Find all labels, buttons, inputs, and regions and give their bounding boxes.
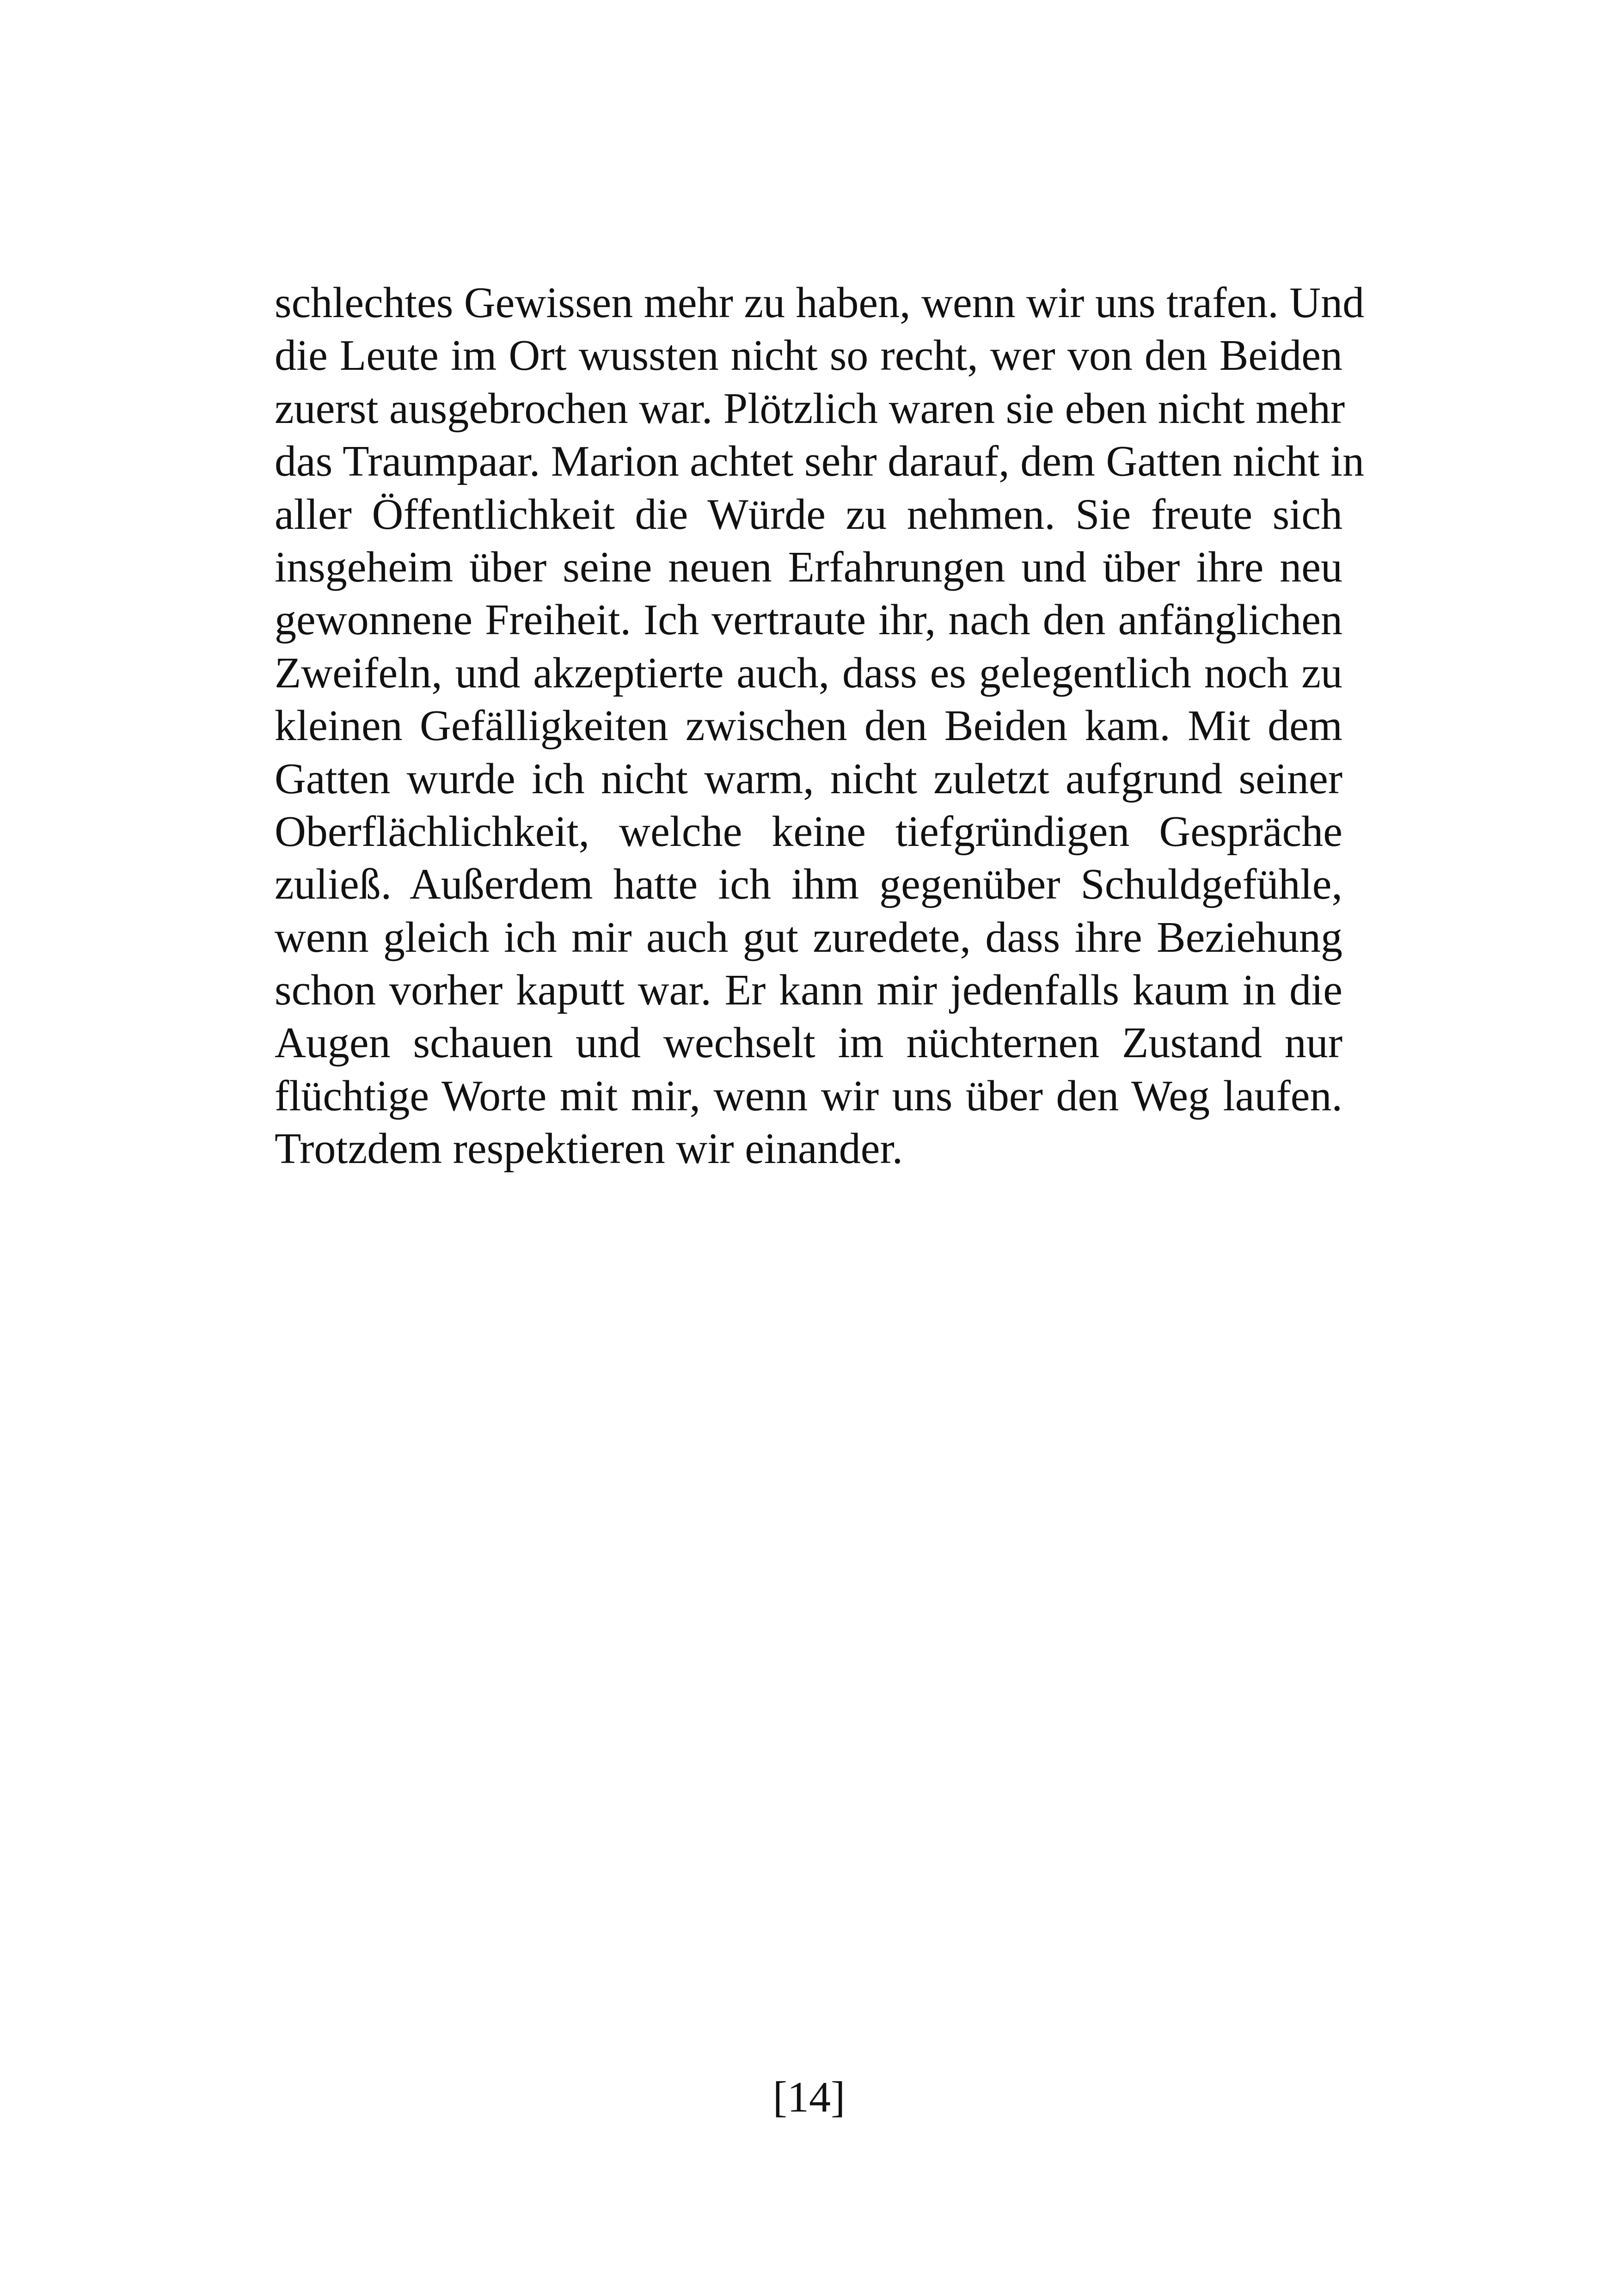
text-line: schon vorher kaputt war. Er kann mir jedenfalls kaum in die	[275, 966, 1342, 1015]
text-line-last: Trotzdem respektieren wir einander.	[275, 1125, 903, 1173]
text-line: schlechtes Gewissen mehr zu haben, wenn wir uns trafen. Und	[275, 279, 1365, 327]
text-line: Zweifeln, und akzeptierte auch, dass es gelegentlich noch zu	[275, 649, 1342, 697]
text-line: insgeheim über seine neuen Erfahrungen und über ihre neu	[275, 543, 1342, 591]
text-line: Oberflächlichkeit, welche keine tiefgründigen Gespräche	[275, 807, 1342, 856]
text-line: das Traumpaar. Marion achtet sehr darauf, dem Gatten nicht in	[275, 437, 1365, 486]
text-line: Augen schauen und wechselt im nüchternen Zustand nur	[275, 1019, 1342, 1067]
text-line: die Leute im Ort wussten nicht so recht, wer von den Beiden	[275, 331, 1342, 380]
body-paragraph	[275, 276, 1365, 1176]
text-line: flüchtige Worte mit mir, wenn wir uns über den Weg laufen.	[275, 1071, 1342, 1120]
text-line: kleinen Gefälligkeiten zwischen den Beiden kam. Mit dem	[275, 702, 1342, 750]
text-line: aller Öffentlichkeit die Würde zu nehmen. Sie freute sich	[275, 490, 1342, 539]
text-line: gewonnene Freiheit. Ich vertraute ihr, nach den anfänglichen	[275, 596, 1342, 644]
text-line: wenn gleich ich mir auch gut zuredete, dass ihre Beziehung	[275, 913, 1342, 961]
text-line: zuließ. Außerdem hatte ich ihm gegenüber Schuldgefühle,	[275, 860, 1342, 909]
page-number: [14]	[772, 2073, 846, 2121]
text-line: zuerst ausgebrochen war. Plötzlich waren sie eben nicht mehr	[275, 384, 1345, 433]
text-line: Gatten wurde ich nicht warm, nicht zuletzt aufgrund seiner	[275, 754, 1342, 803]
